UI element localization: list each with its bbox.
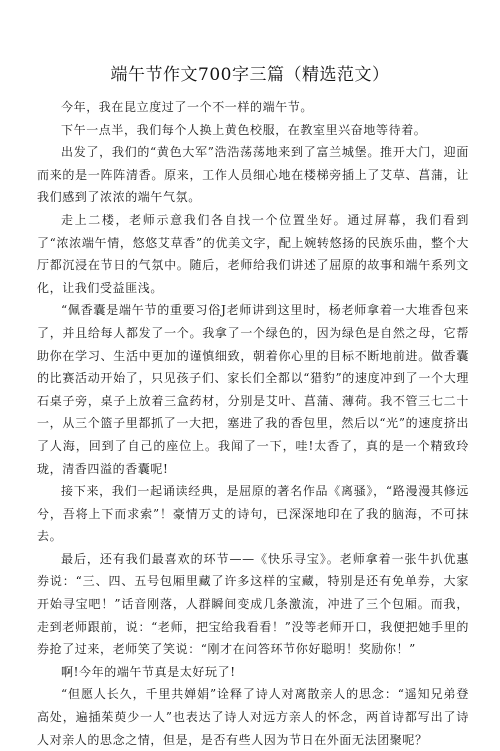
document-title: 端午节作文700字三篇（精选范文） — [110, 65, 390, 85]
paragraph: 今年，我在昆立度过了一个不一样的端午节。 — [61, 100, 314, 114]
paragraph: 接下来，我们一起诵读经典，是屈原的著名作品《离骚》，“路漫漫其修远兮，吾将上下而求索”！豪情万丈的诗句，已深深地印在了我的脑海，不可抹去。 — [37, 484, 469, 544]
paragraph: “佩香囊是端午节的重要习俗J老师讲到这里时，杨老师拿着一大堆香包来了，并且给每人都发了一个。我拿了一个绿色的，因为绿色是自然之母，它帮助你在学习、生活中更加的谨慎细致，朝着你心里的目标不断地前进。做香囊的比赛活动开始了，只见孩子们、家长们全都以“猎豹”的速度冲到了一个大理石桌子旁，桌子上放着三盒药材，分别是艾叶、菖蒲、薄荷。我不管三七二十一，从三个篮子里都抓了一大把，塞进了我的香包里，然后以“光”的速度挤出了人海，回到了自己的座位上。我闻了一下，哇!太香了，真的是一个精致玲珑，清香四溢的香囊呢! — [37, 303, 469, 476]
paragraph: 走上二楼，老师示意我们各自找一个位置坐好。通过屏幕，我们看到了“浓浓端午情，悠悠艾草香”的优美文字，配上婉转悠扬的民族乐曲，整个大厅都沉浸在节日的气氛中。随后，老师给我们讲述了屈原的故事和端午系列文化，让我们受益匪浅。 — [37, 212, 469, 295]
paragraph: 啊!今年的端午节真是太好玩了! — [61, 664, 236, 679]
paragraph: 最后，还有我们最喜欢的环节——《快乐寻宝》。老师拿着一张牛扒优惠券说：“三、四、五号包厢里藏了许多这样的宝藏，特别是还有免单券，大家开始寻宝吧！”话音刚落，人群瞬间变成几条激流，冲进了三个包厢。而我，走到老师跟前，说：“老师，把宝给我看看！”没等老师开口，我便把她手里的券抢了过来，老师笑了笑说：“刚才在问答环节你好聪明！奖励你！” — [37, 551, 469, 657]
paragraph: 出发了，我们的“黄色大军”浩浩荡荡地来到了富兰城堡。推开大门，迎面而来的是一阵阵清香。原来，工作人员细心地在楼梯旁插上了艾草、菖蒲，让我们感到了浓浓的端午气氛。 — [37, 145, 469, 205]
paragraph: 下午一点半，我们每个人换上黄色校服，在教室里兴奋地等待着。 — [61, 122, 427, 137]
paragraph: “但愿人长久，千里共婵娟”诠释了诗人对离散亲人的思念：“遥知兄弟登高处，遍插茱萸少一人”也表达了诗人对远方亲人的怀念，两首诗都写出了诗人对亲人的思念之情，但是，是否有些人因为节日在外面无法团聚呢？ — [37, 687, 469, 747]
article-body — [37, 96, 469, 751]
